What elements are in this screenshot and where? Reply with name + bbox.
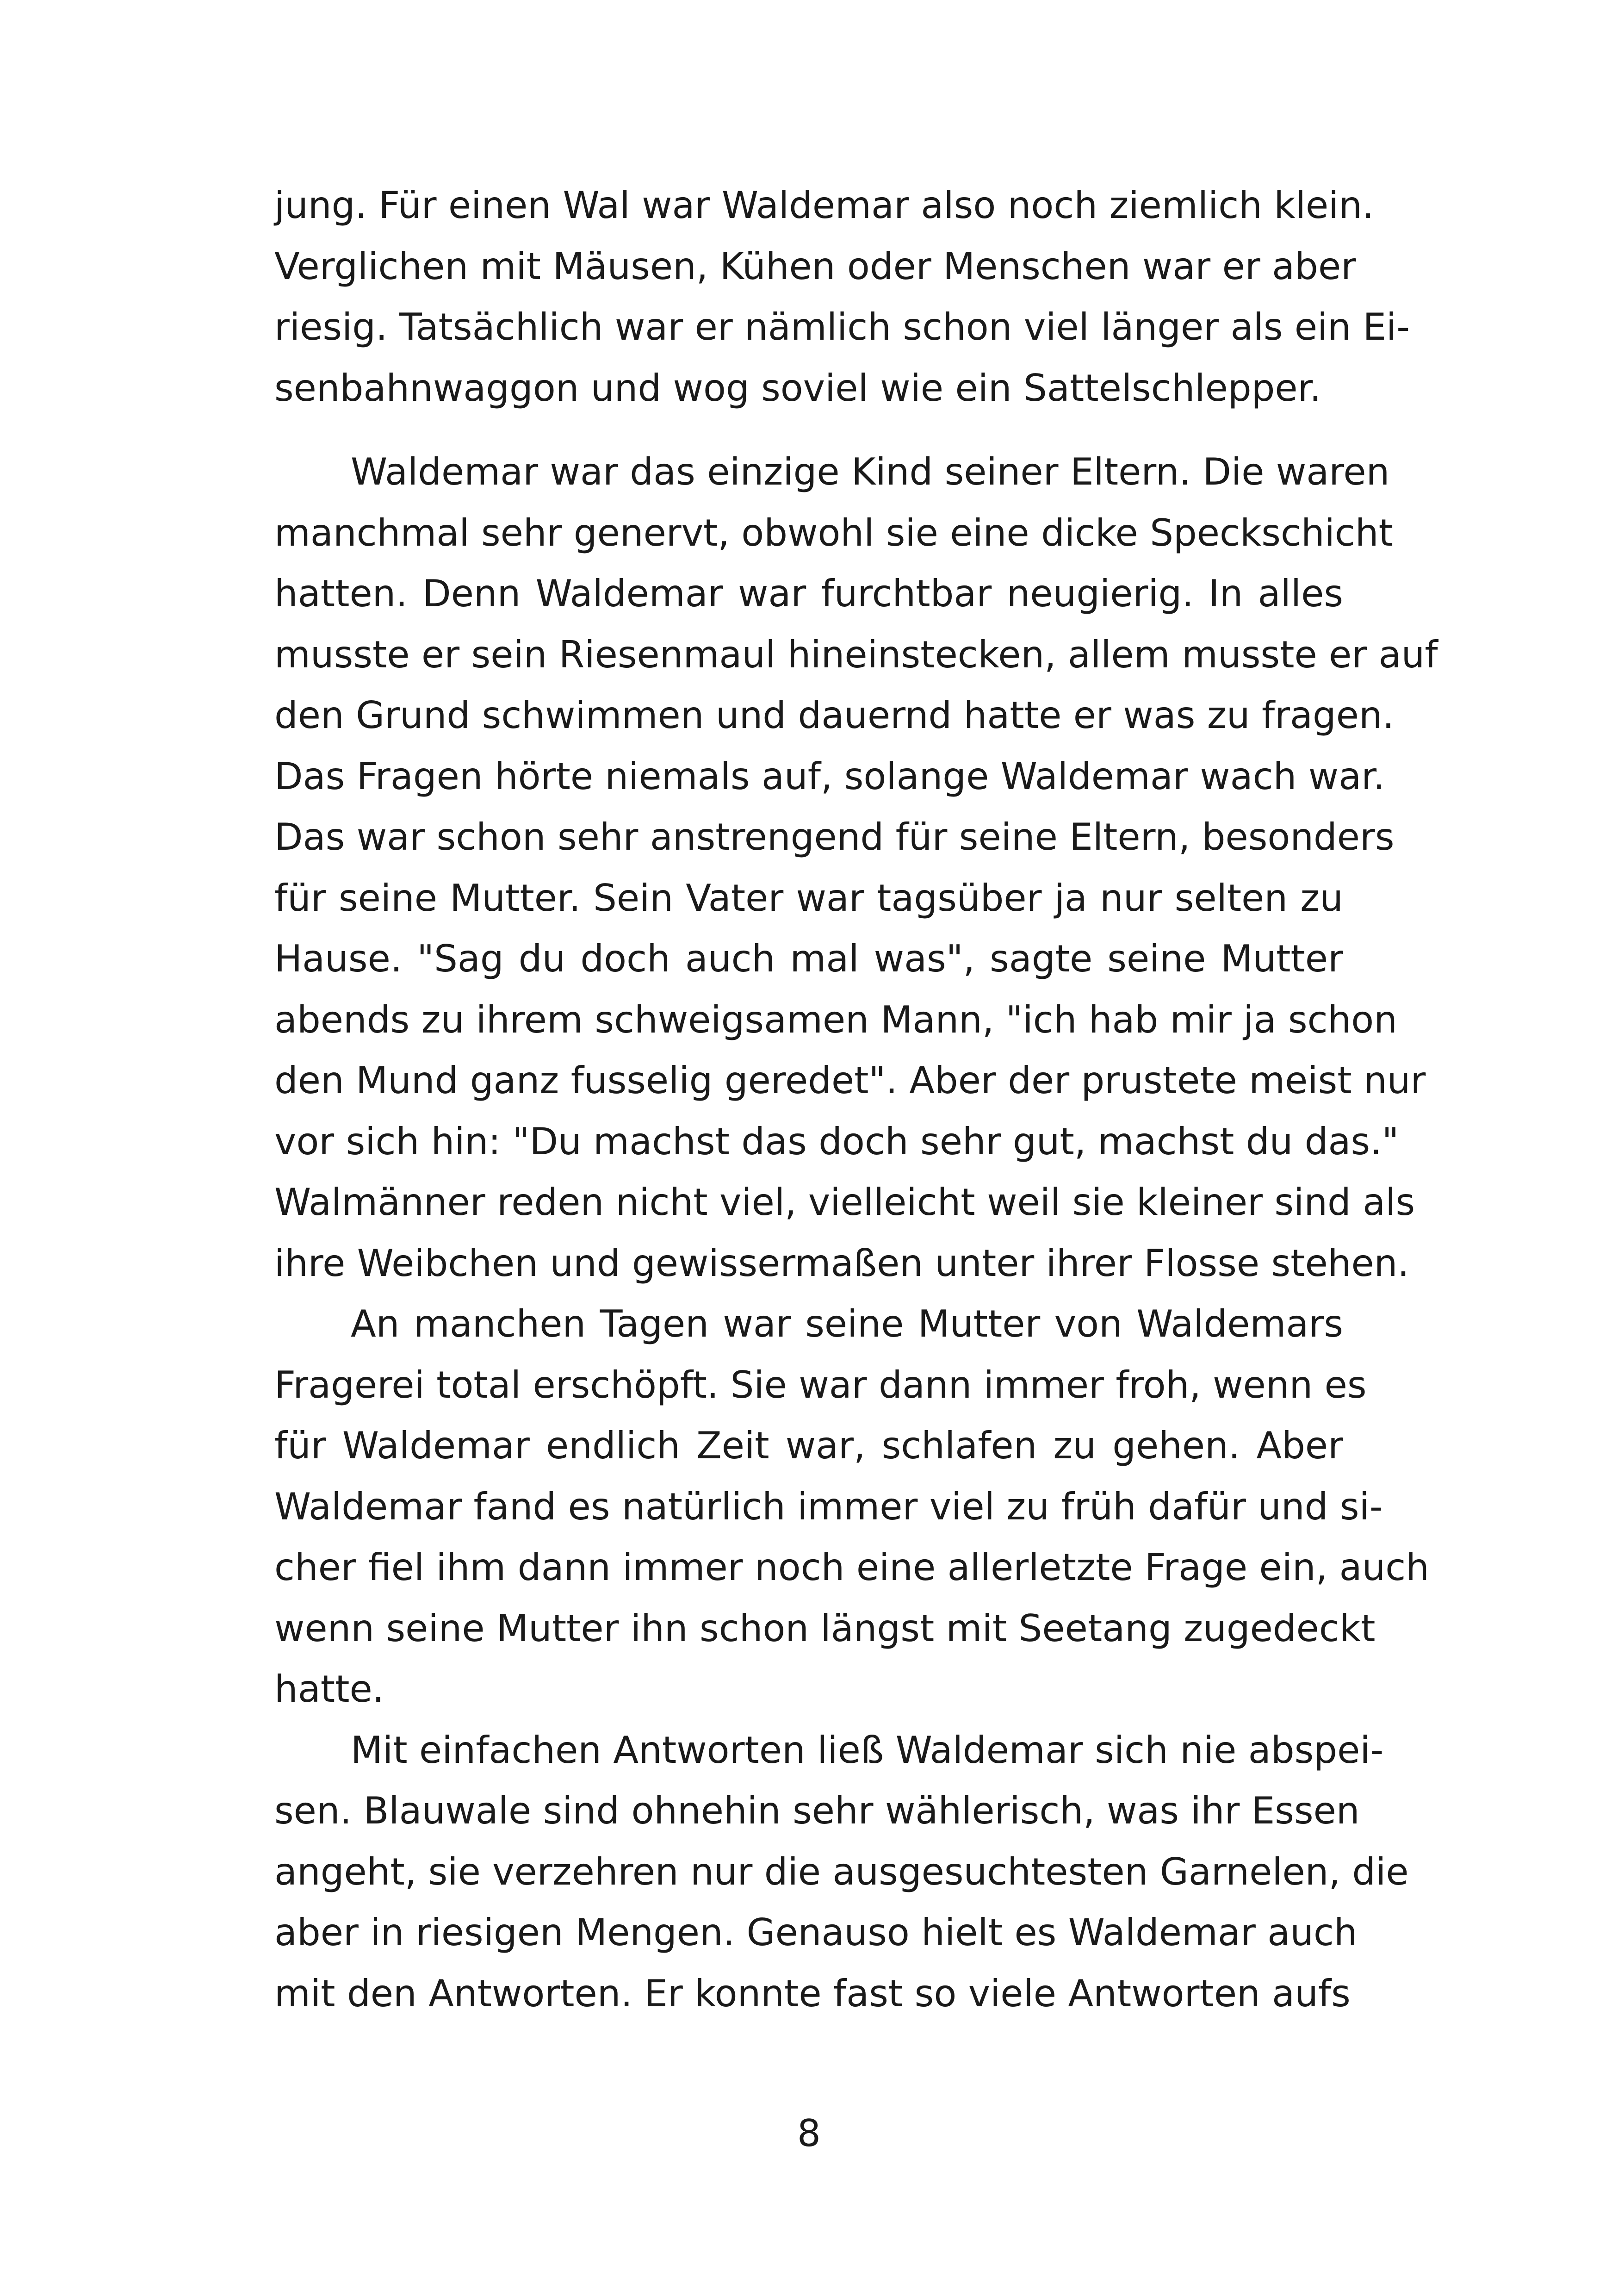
page-number: 8 [797, 2112, 821, 2155]
text-line: aber in riesigen Mengen. Genauso hielt es Waldemar auch [274, 1911, 1358, 1954]
paragraph [274, 175, 1410, 418]
text-line: für seine Mutter. Sein Vater war tagsüber ja nur selten zu [274, 876, 1343, 920]
paragraph [274, 1720, 1409, 2024]
text-line: Fragerei total erschöpft. Sie war dann immer froh, wenn es [274, 1363, 1367, 1406]
paragraph-spacing [274, 418, 1343, 442]
text-line: Waldemar fand es natürlich immer viel zu früh dafür und si- [274, 1485, 1383, 1528]
text-line: hatte. [274, 1668, 384, 1711]
text-line: musste er sein Riesenmaul hineinstecken, allem musste er auf [274, 633, 1438, 676]
text-line: hatten. Denn Waldemar war furchtbar neugierig. In alles [274, 572, 1343, 615]
text-line: senbahnwaggon und wog soviel wie ein Sattelschlepper. [274, 366, 1321, 410]
body-text [274, 175, 1438, 2024]
text-line: riesig. Tatsächlich war er nämlich schon viel länger als ein Ei- [274, 305, 1410, 348]
text-line: angeht, sie verzehren nur die ausgesuchtesten Garnelen, die [274, 1850, 1409, 1893]
text-line: den Grund schwimmen und dauernd hatte er was zu fragen. [274, 694, 1395, 737]
text-line: mit den Antworten. Er konnte fast so viele Antworten aufs [274, 1972, 1351, 2015]
text-line: den Mund ganz fusselig geredet". Aber der prustete meist nur [274, 1059, 1426, 1102]
paragraph [274, 1294, 1429, 1720]
text-line: An manchen Tagen war seine Mutter von Waldemars [351, 1302, 1343, 1345]
text-line: vor sich hin: "Du machst das doch sehr gut, machst du das." [274, 1120, 1399, 1163]
paragraph [274, 442, 1438, 1294]
text-line: ihre Weibchen und gewissermaßen unter ihrer Flosse stehen. [274, 1241, 1409, 1285]
text-line: sen. Blauwale sind ohnehin sehr wählerisch, was ihr Essen [274, 1789, 1360, 1832]
text-line: Das war schon sehr anstrengend für seine Eltern, besonders [274, 815, 1395, 859]
text-line: wenn seine Mutter ihn schon längst mit Seetang zugedeckt [274, 1606, 1376, 1650]
text-line: Waldemar war das einzige Kind seiner Eltern. Die waren [351, 450, 1390, 493]
text-line: für Waldemar endlich Zeit war, schlafen zu gehen. Aber [274, 1424, 1343, 1467]
text-line: Walmänner reden nicht viel, vielleicht weil sie kleiner sind als [274, 1181, 1415, 1224]
text-line: Verglichen mit Mäusen, Kühen oder Menschen war er aber [274, 244, 1357, 288]
text-line: Hause. "Sag du doch auch mal was", sagte seine Mutter [274, 937, 1343, 980]
text-line: abends zu ihrem schweigsamen Mann, "ich hab mir ja schon [274, 998, 1397, 1041]
text-line: Das Fragen hörte niemals auf, solange Waldemar wach war. [274, 754, 1385, 798]
text-line: Mit einfachen Antworten ließ Waldemar sich nie abspei- [351, 1728, 1384, 1772]
text-line: manchmal sehr genervt, obwohl sie eine dicke Speckschicht [274, 511, 1393, 554]
text-line: jung. Für einen Wal war Waldemar also noch ziemlich klein. [274, 184, 1374, 227]
text-line: cher fiel ihm dann immer noch eine allerletzte Frage ein, auch [274, 1546, 1429, 1589]
